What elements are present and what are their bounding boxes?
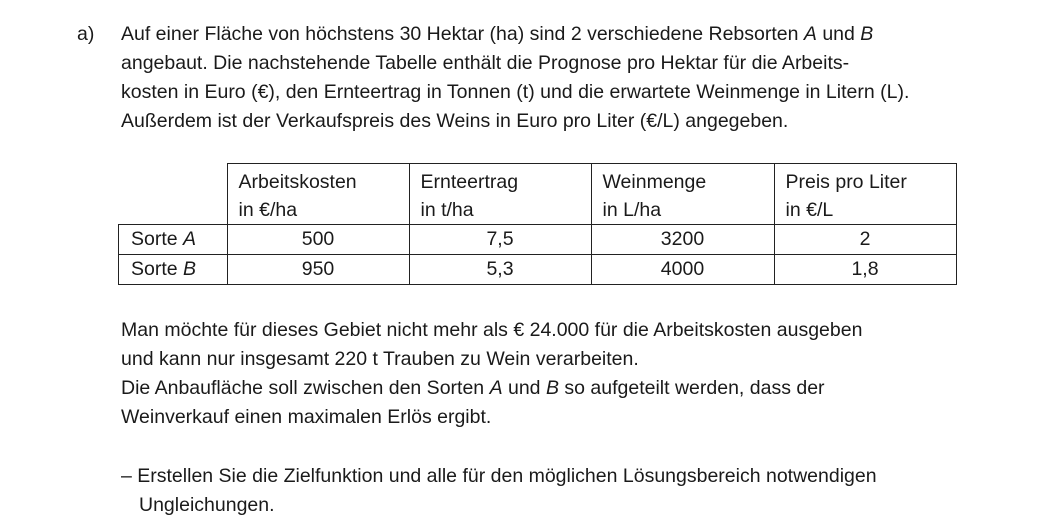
cell-b-ernteertrag: 5,3 (409, 255, 591, 285)
intro-line-1 (121, 20, 1001, 49)
cell-a-weinmenge: 3200 (591, 225, 774, 255)
table-corner-cell (119, 164, 228, 225)
table-row (119, 225, 957, 255)
para2-line-3: Die Anbaufläche soll zwischen den Sorten A und B so aufgeteilt werden, dass der (121, 377, 825, 399)
constraints-paragraph (121, 316, 1001, 432)
cell-b-arbeitskosten: 950 (227, 255, 409, 285)
part-label: a) (77, 23, 95, 45)
intro-line-3: kosten in Euro (€), den Ernteertrag in Tonnen (t) und die erwartete Weinmenge in Litern (L). (121, 81, 910, 103)
intro-line-2: angebaut. Die nachstehende Tabelle enthält die Prognose pro Hektar für die Arbeits- (121, 52, 850, 74)
variable-a: A (803, 23, 817, 45)
cell-a-arbeitskosten: 500 (227, 225, 409, 255)
intro-line-4: Außerdem ist der Verkaufspreis des Weins in Euro pro Liter (€/L) angegeben. (121, 110, 789, 132)
variable-b: B (860, 23, 874, 45)
data-table (118, 163, 957, 285)
task-line-2: Ungleichungen. (139, 494, 275, 516)
table-row (119, 255, 957, 285)
para2-line-4: Weinverkauf einen maximalen Erlös ergibt. (121, 406, 492, 428)
intro-paragraph (121, 20, 1001, 136)
intro-line-1-text: Auf einer Fläche von höchstens 30 Hektar (ha) sind 2 verschiedene Rebsorten (121, 23, 804, 45)
cell-b-preis: 1,8 (774, 255, 956, 285)
intro-line-1-and: und (816, 23, 861, 45)
header-preis-pro-liter: Preis pro Liter in €/L (774, 164, 956, 225)
row-label-sorte-a: Sorte A (119, 225, 228, 255)
cell-a-preis: 2 (774, 225, 956, 255)
table-header-row (119, 164, 957, 225)
task-line-1: – Erstellen Sie die Zielfunktion und alle für den möglichen Lösungsbereich notwendigen (121, 465, 877, 487)
header-ernteertrag: Ernteertrag in t/ha (409, 164, 591, 225)
cell-a-ernteertrag: 7,5 (409, 225, 591, 255)
header-weinmenge: Weinmenge in L/ha (591, 164, 774, 225)
variable-a: A (489, 377, 503, 399)
variable-b: B (545, 377, 559, 399)
para2-line-2: und kann nur insgesamt 220 t Trauben zu Wein verarbeiten. (121, 348, 639, 370)
cell-b-weinmenge: 4000 (591, 255, 774, 285)
row-label-sorte-b: Sorte B (119, 255, 228, 285)
task-item (121, 462, 1001, 520)
header-arbeitskosten: Arbeitskosten in €/ha (227, 164, 409, 225)
para2-line-1: Man möchte für dieses Gebiet nicht mehr als € 24.000 für die Arbeitskosten ausgeben (121, 319, 863, 341)
